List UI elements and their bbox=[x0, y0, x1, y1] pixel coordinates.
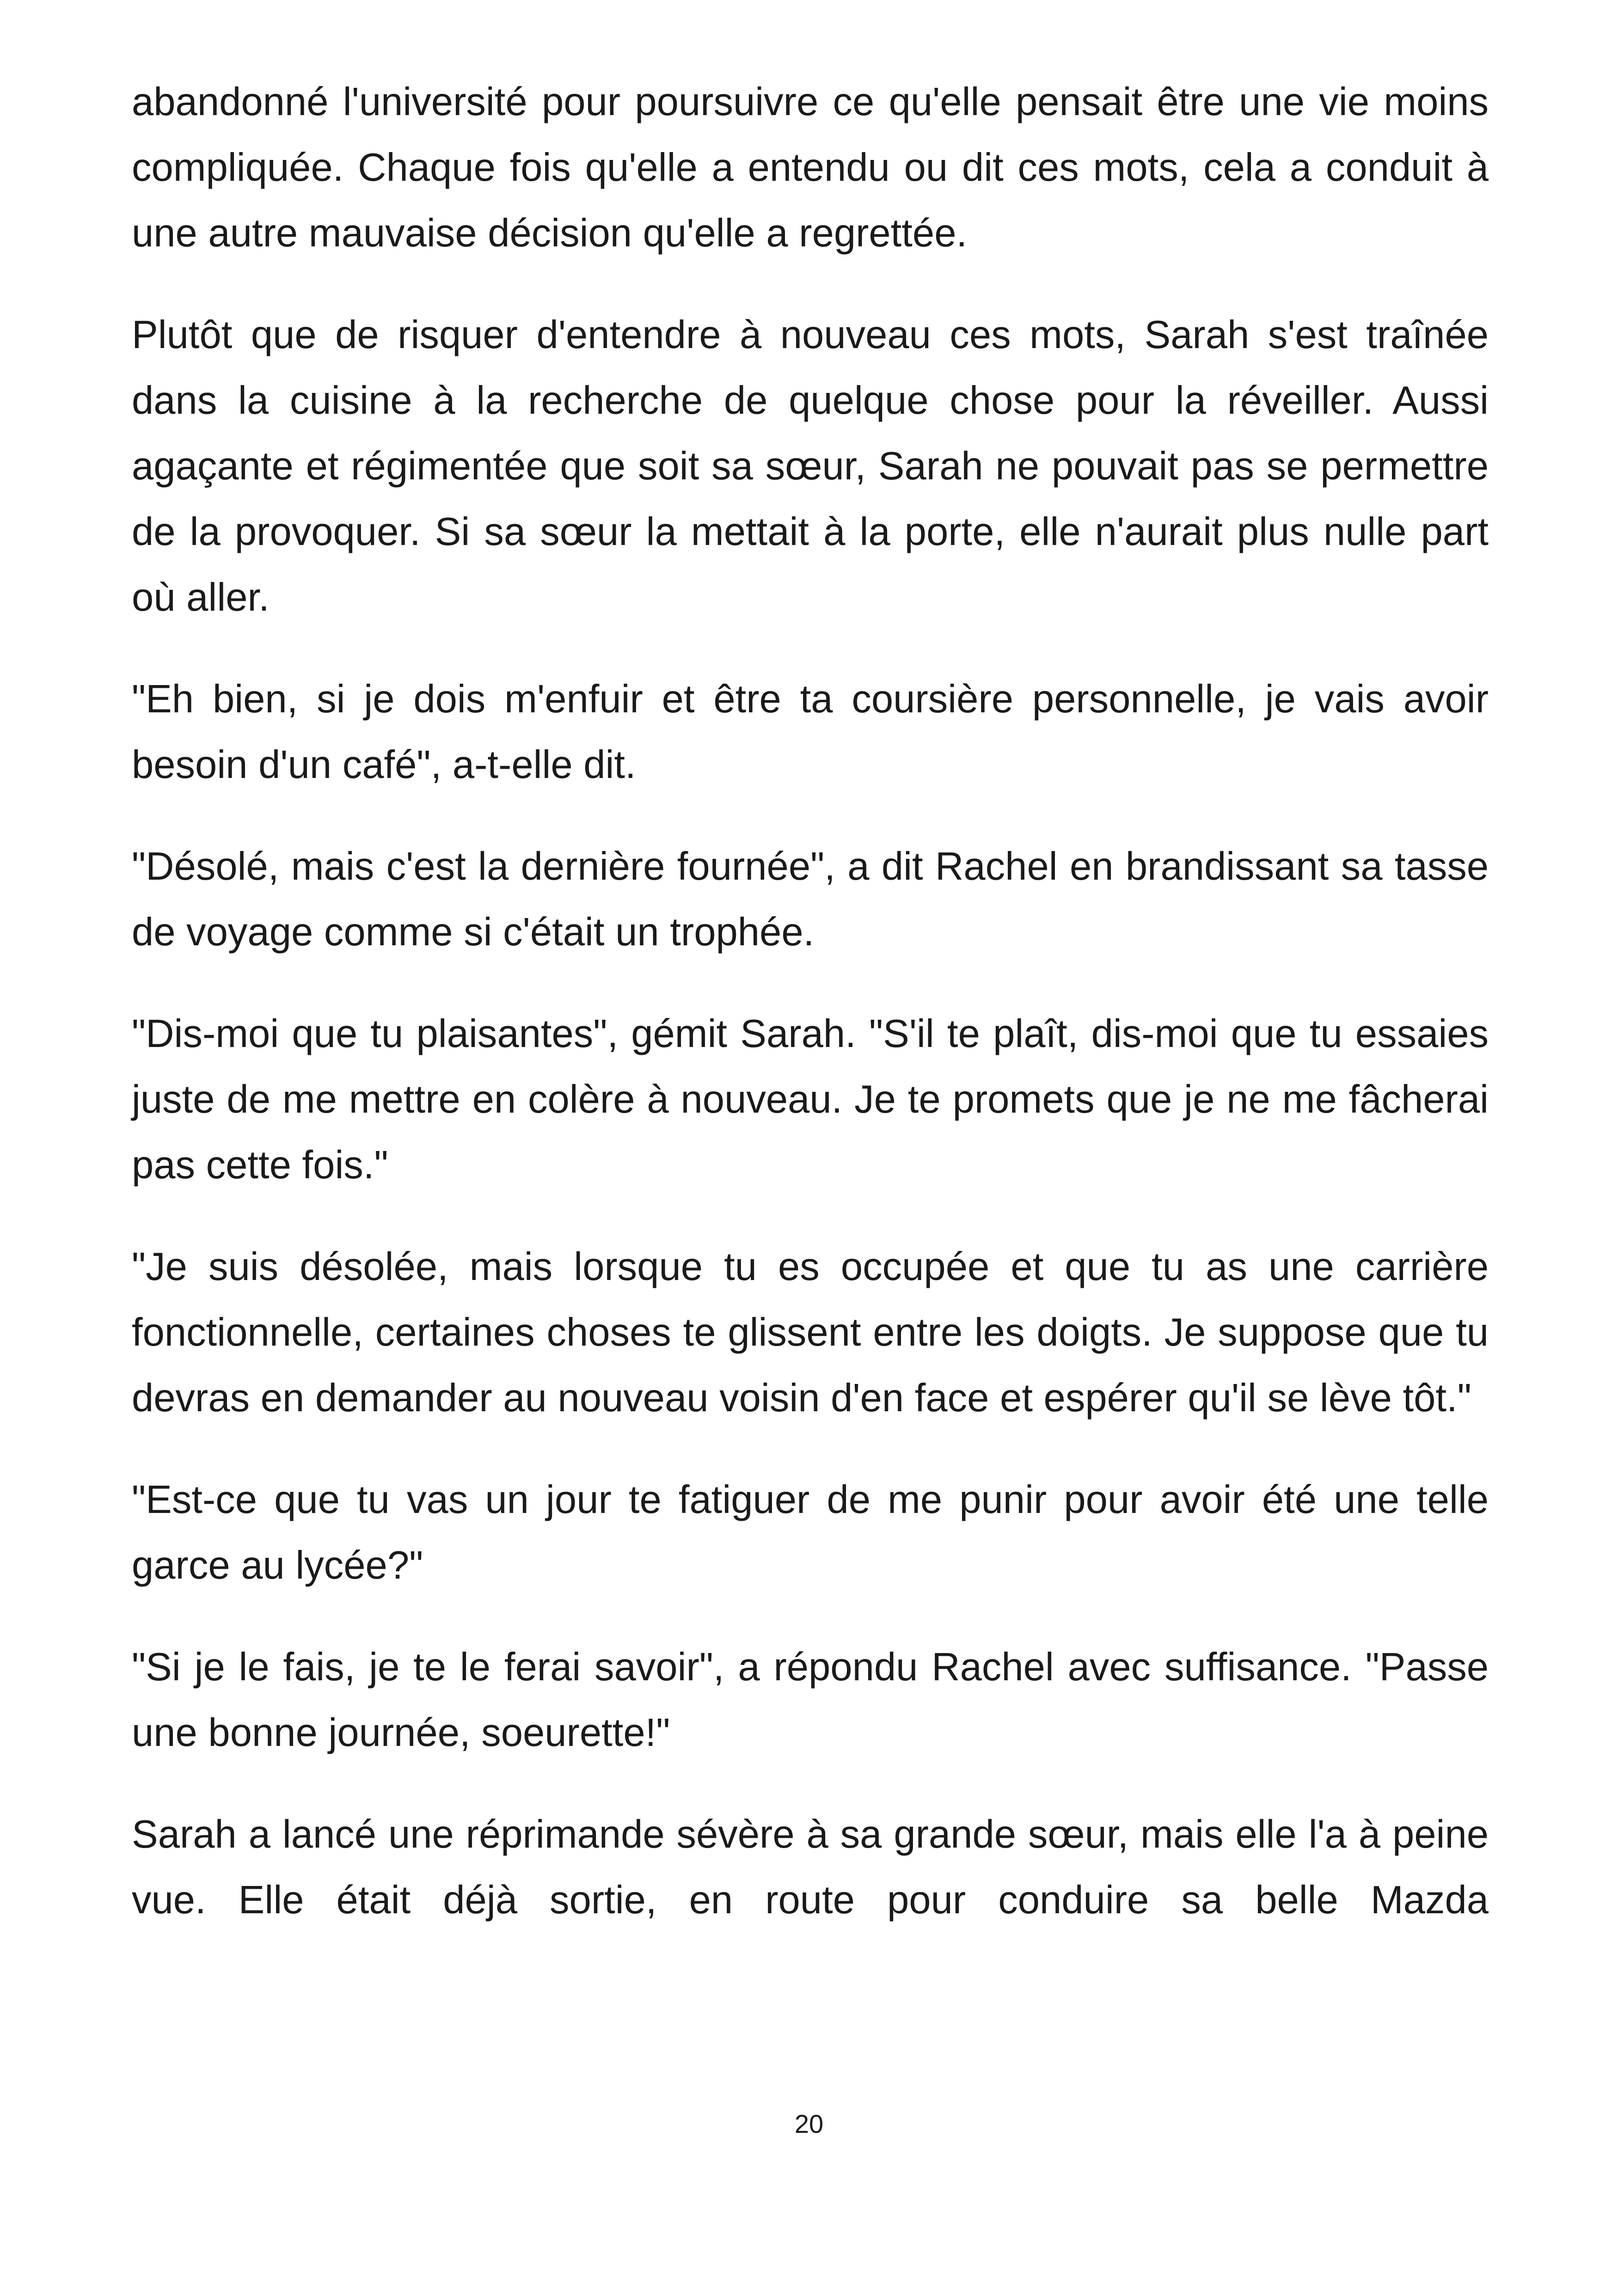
paragraph-8: "Si je le fais, je te le ferai savoir", a répondu Rachel avec suffisance. "Passe une bonne journée, soeurette!" bbox=[132, 1645, 1489, 1755]
paragraph-2: Plutôt que de risquer d'entendre à nouveau ces mots, Sarah s'est traînée dans la cuisine à la recherche de quelque chose pour la réveiller. Aussi agaçante et régimentée que soit sa sœur, Sarah ne pouvait pas se permettre de la provoquer. Si sa sœur la mettait à la porte, elle n'aurait plus nulle part où aller. bbox=[132, 313, 1489, 619]
paragraph-9: Sarah a lancé une réprimande sévère à sa grande sœur, mais elle l'a à peine vue. Elle était déjà sortie, en route pour conduire sa belle Mazda bbox=[132, 1812, 1489, 1922]
paragraph-5: "Dis-moi que tu plaisantes", gémit Sarah. "S'il te plaît, dis-moi que tu essaies juste de me mettre en colère à nouveau. Je te promets que je ne me fâcherai pas cette fois." bbox=[132, 1012, 1489, 1187]
paragraph-6: "Je suis désolée, mais lorsque tu es occupée et que tu as une carrière fonctionnelle, certaines choses te glissent entre les doigts. Je suppose que tu devras en demander au nouveau voisin d'en face et espérer qu'il se lève tôt." bbox=[132, 1245, 1489, 1420]
paragraph-4: "Désolé, mais c'est la dernière fournée", a dit Rachel en brandissant sa tasse de voyage comme si c'était un trophée. bbox=[132, 845, 1489, 954]
paragraph-1: abandonné l'université pour poursuivre ce qu'elle pensait être une vie moins compliquée. Chaque fois qu'elle a entendu ou dit ces mots, cela a conduit à une autre mauvaise décision qu'elle a regrettée. bbox=[132, 80, 1489, 255]
page-number: 20 bbox=[794, 2109, 824, 2138]
paragraph-7: "Est-ce que tu vas un jour te fatiguer de me punir pour avoir été une telle garce au lycée?" bbox=[132, 1478, 1489, 1587]
body-text bbox=[132, 69, 1489, 1969]
paragraph-3: "Eh bien, si je dois m'enfuir et être ta coursière personnelle, je vais avoir besoin d'un café", a-t-elle dit. bbox=[132, 677, 1489, 787]
